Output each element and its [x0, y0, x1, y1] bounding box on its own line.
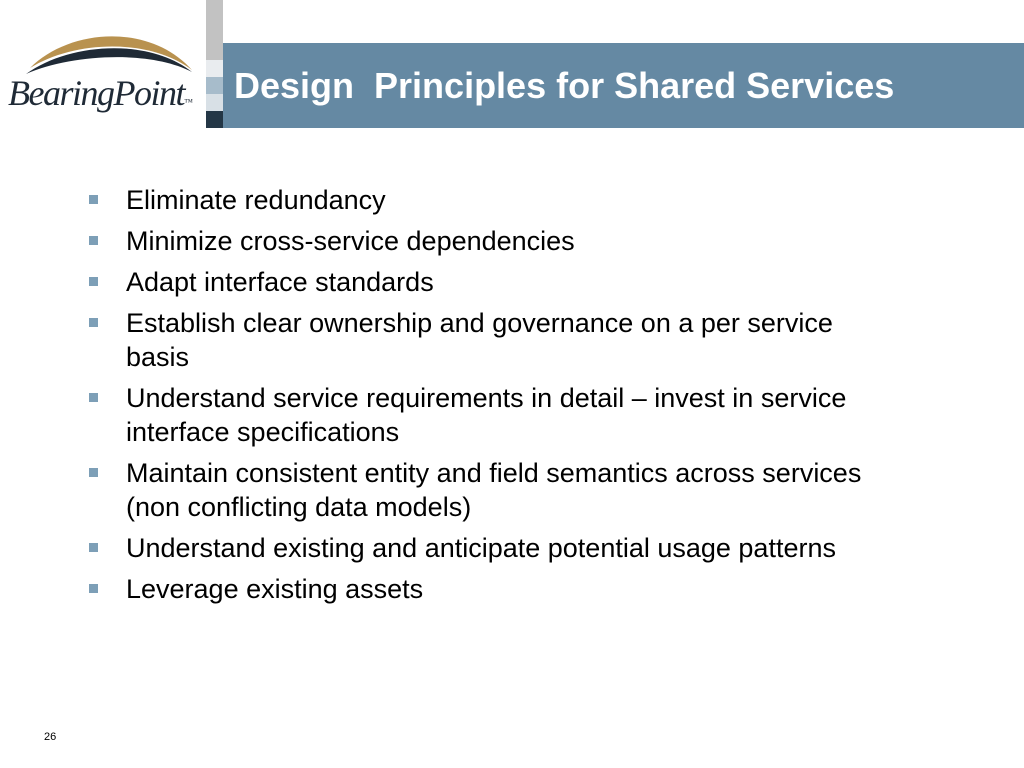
- square-bullet-icon: [89, 584, 98, 593]
- bullet-item: Understand existing and anticipate potential usage patterns: [88, 531, 878, 565]
- slide-title: Design Principles for Shared Services: [234, 65, 895, 106]
- bullet-item: Maintain consistent entity and field semantics across services (non conflicting data models): [88, 456, 878, 524]
- decorative-block: [206, 0, 223, 60]
- square-bullet-icon: [89, 318, 98, 327]
- square-bullet-icon: [89, 543, 98, 552]
- bullet-item: Understand service requirements in detail – invest in service interface specifications: [88, 381, 878, 449]
- decorative-block: [206, 60, 223, 77]
- square-bullet-icon: [89, 277, 98, 286]
- decorative-block: [206, 111, 223, 128]
- bullet-item: Establish clear ownership and governance on a per service basis: [88, 306, 878, 374]
- decorative-block: [206, 94, 223, 111]
- decorative-block: [206, 77, 223, 94]
- bullet-item: Leverage existing assets: [88, 572, 878, 606]
- bullet-item: Eliminate redundancy: [88, 183, 878, 217]
- square-bullet-icon: [89, 236, 98, 245]
- page-number: 26: [44, 731, 57, 743]
- bullet-item: Minimize cross-service dependencies: [88, 224, 878, 258]
- square-bullet-icon: [89, 195, 98, 204]
- bullet-item: Adapt interface standards: [88, 265, 878, 299]
- bearingpoint-logo: [0, 28, 205, 118]
- bullet-list: [88, 183, 878, 613]
- logo-wordmark: BearingPoint™: [8, 73, 193, 113]
- square-bullet-icon: [89, 468, 98, 477]
- square-bullet-icon: [89, 393, 98, 402]
